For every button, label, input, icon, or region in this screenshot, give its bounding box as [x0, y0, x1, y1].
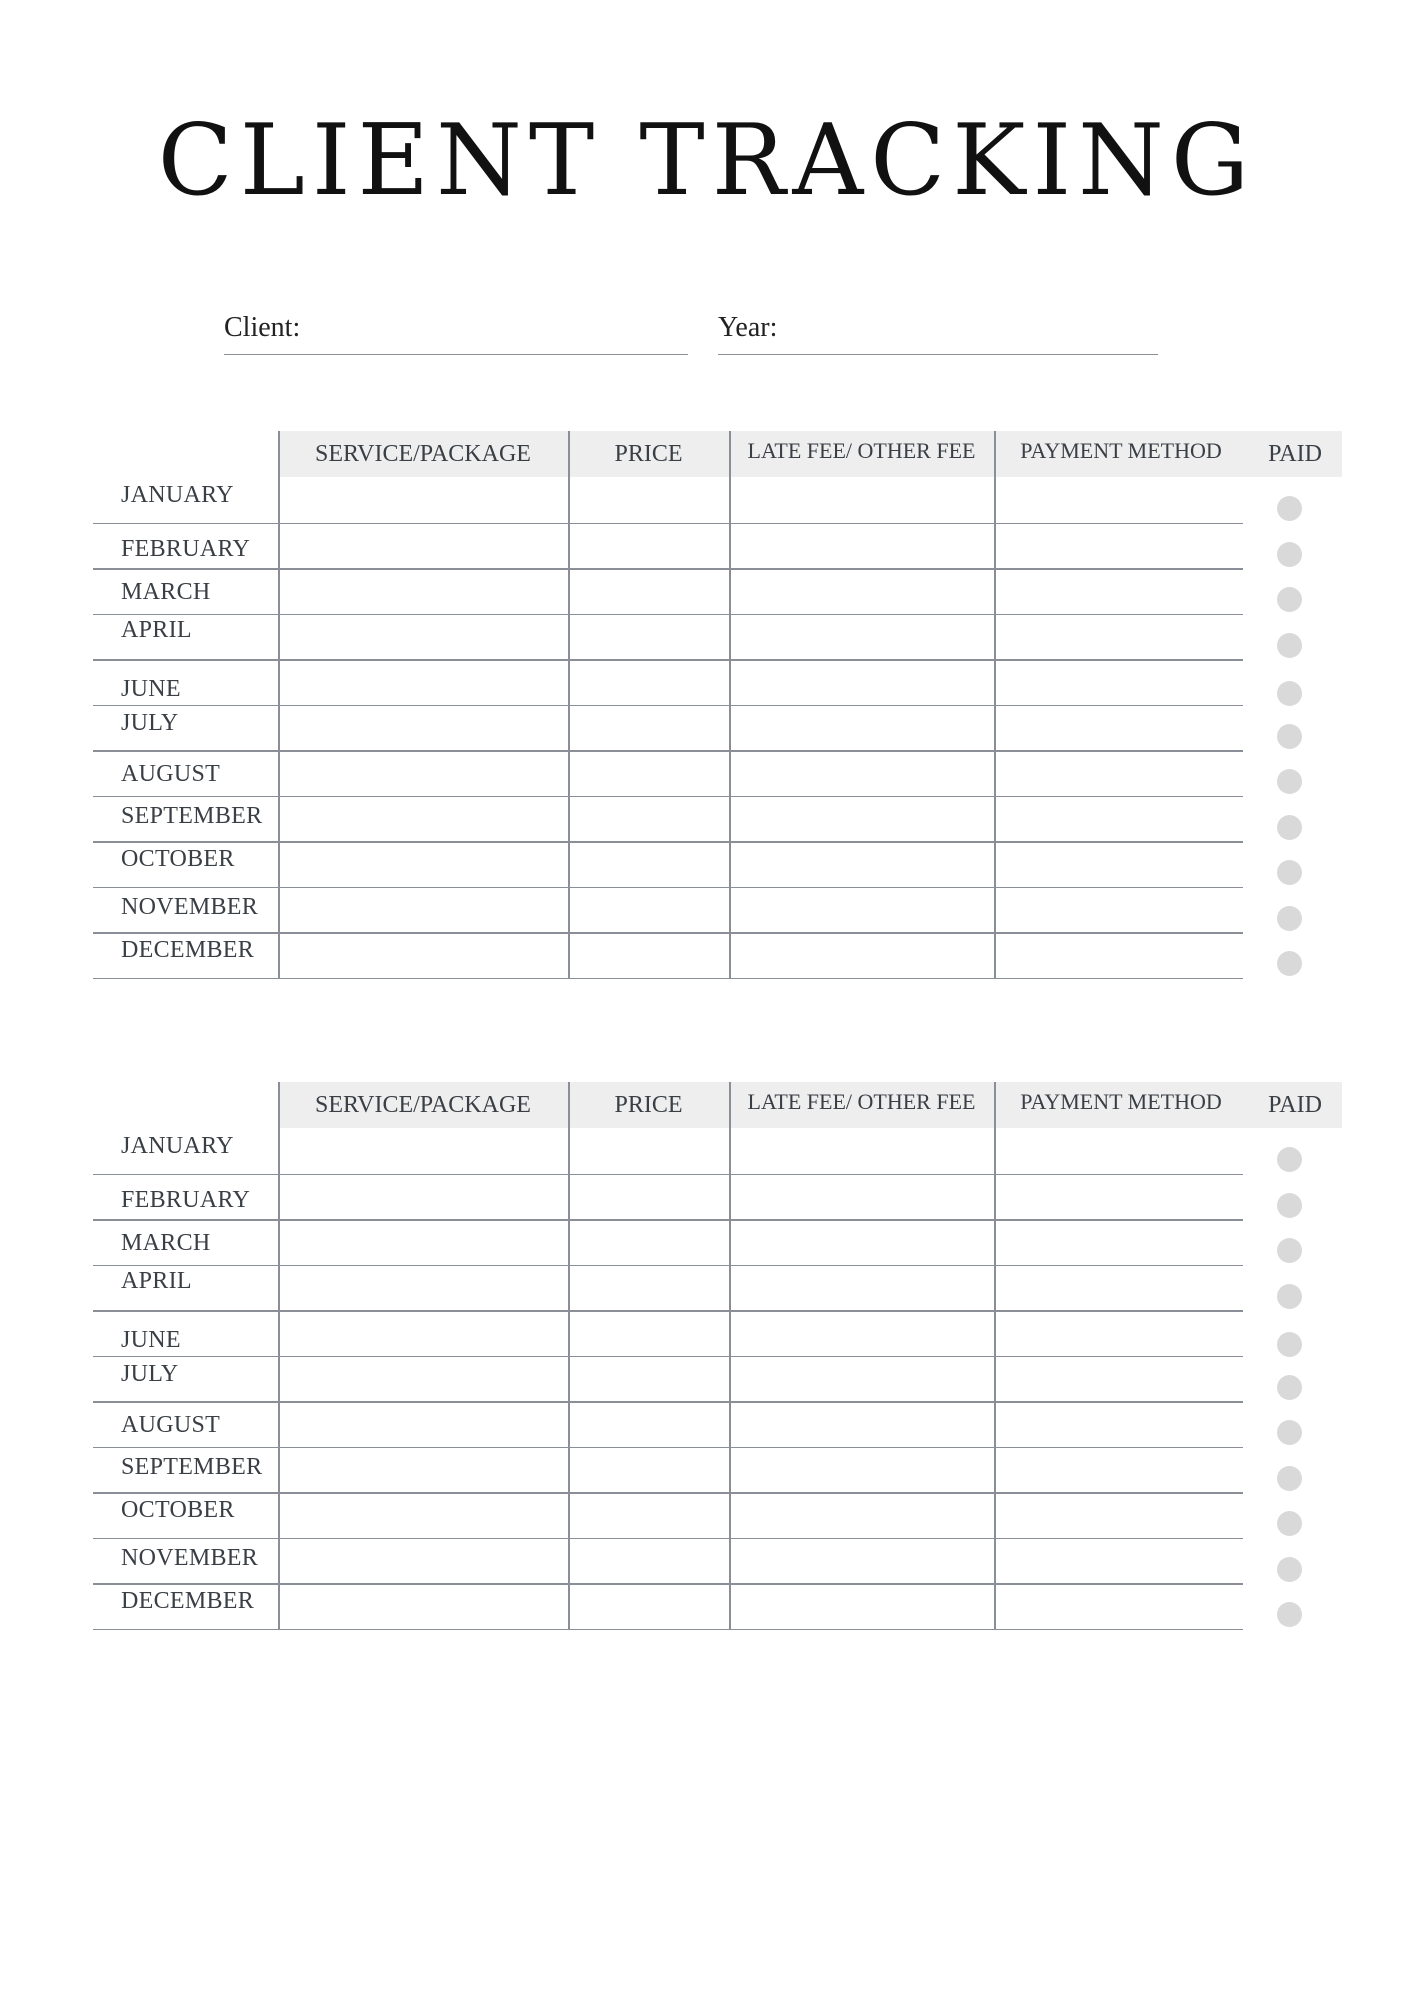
month-label: JUNE: [121, 1327, 181, 1353]
row-divider: [93, 841, 1243, 843]
month-label: MARCH: [121, 1230, 211, 1256]
paid-checkbox[interactable]: [1277, 1420, 1302, 1445]
column-header-paid: PAID: [1268, 1091, 1322, 1118]
year-field[interactable]: [718, 308, 1158, 355]
month-label: AUGUST: [121, 761, 221, 787]
paid-checkbox[interactable]: [1277, 815, 1302, 840]
row-divider: [93, 978, 1243, 980]
month-label: JANUARY: [121, 482, 234, 508]
column-header-fee: LATE FEE/ OTHER FEE: [747, 438, 976, 463]
column-header-fee: LATE FEE/ OTHER FEE: [747, 1089, 976, 1114]
row-divider: [93, 705, 1243, 707]
client-label: Client:: [224, 312, 301, 343]
month-label: APRIL: [121, 1267, 192, 1294]
paid-checkbox[interactable]: [1277, 681, 1302, 706]
month-label: DECEMBER: [121, 1588, 255, 1614]
paid-checkbox[interactable]: [1277, 1466, 1302, 1491]
month-label: NOVEMBER: [121, 893, 259, 920]
paid-checkbox[interactable]: [1277, 860, 1302, 885]
month-label: JULY: [121, 1360, 179, 1387]
paid-checkbox[interactable]: [1277, 724, 1302, 749]
client-field[interactable]: [224, 308, 688, 355]
paid-checkbox[interactable]: [1277, 1193, 1302, 1218]
paid-checkbox[interactable]: [1277, 1602, 1302, 1627]
tracking-table: [0, 431, 1414, 991]
column-header-payment: PAYMENT METHOD: [1020, 1089, 1222, 1114]
month-label: APRIL: [121, 616, 192, 643]
row-divider: [93, 796, 1243, 798]
paid-checkbox[interactable]: [1277, 496, 1302, 521]
row-divider: [93, 1538, 1243, 1540]
row-divider: [93, 614, 1243, 616]
row-divider: [93, 1447, 1243, 1449]
paid-checkbox[interactable]: [1277, 1557, 1302, 1582]
column-header-price: PRICE: [614, 1091, 683, 1118]
month-label: FEBRUARY: [121, 1186, 251, 1213]
year-label: Year:: [718, 312, 778, 343]
column-header-service: SERVICE/PACKAGE: [315, 1091, 531, 1118]
month-label: JANUARY: [121, 1133, 234, 1159]
paid-checkbox[interactable]: [1277, 633, 1302, 658]
paid-checkbox[interactable]: [1277, 1511, 1302, 1536]
row-divider: [93, 1174, 1243, 1176]
page-title: CLIENT TRACKING: [157, 104, 1257, 218]
paid-checkbox[interactable]: [1277, 1147, 1302, 1172]
row-divider: [93, 1629, 1243, 1631]
column-header-paid: PAID: [1268, 440, 1322, 467]
month-label: OCTOBER: [121, 1497, 235, 1523]
month-label: SEPTEMBER: [121, 802, 263, 829]
row-divider: [93, 1219, 1243, 1221]
column-header-payment: PAYMENT METHOD: [1020, 438, 1222, 463]
column-header-price: PRICE: [614, 440, 683, 467]
row-divider: [93, 932, 1243, 934]
month-label: MARCH: [121, 579, 211, 605]
row-divider: [93, 1356, 1243, 1358]
paid-checkbox[interactable]: [1277, 1284, 1302, 1309]
paid-checkbox[interactable]: [1277, 769, 1302, 794]
month-label: SEPTEMBER: [121, 1453, 263, 1480]
row-divider: [93, 1401, 1243, 1403]
row-divider: [93, 1492, 1243, 1494]
column-header-service: SERVICE/PACKAGE: [315, 440, 531, 467]
row-divider: [93, 1265, 1243, 1267]
row-divider: [93, 659, 1243, 661]
paid-checkbox[interactable]: [1277, 951, 1302, 976]
paid-checkbox[interactable]: [1277, 1375, 1302, 1400]
month-label: NOVEMBER: [121, 1544, 259, 1571]
row-divider: [93, 523, 1243, 525]
row-divider: [93, 1583, 1243, 1585]
row-divider: [93, 568, 1243, 570]
month-label: FEBRUARY: [121, 535, 251, 562]
month-label: AUGUST: [121, 1412, 221, 1438]
row-divider: [93, 1310, 1243, 1312]
paid-checkbox[interactable]: [1277, 587, 1302, 612]
paid-checkbox[interactable]: [1277, 1332, 1302, 1357]
row-divider: [93, 887, 1243, 889]
month-label: DECEMBER: [121, 937, 255, 963]
paid-checkbox[interactable]: [1277, 542, 1302, 567]
month-label: JULY: [121, 709, 179, 736]
paid-checkbox[interactable]: [1277, 906, 1302, 931]
tracking-table: [0, 1082, 1414, 1642]
month-label: JUNE: [121, 676, 181, 702]
paid-checkbox[interactable]: [1277, 1238, 1302, 1263]
row-divider: [93, 750, 1243, 752]
month-label: OCTOBER: [121, 846, 235, 872]
